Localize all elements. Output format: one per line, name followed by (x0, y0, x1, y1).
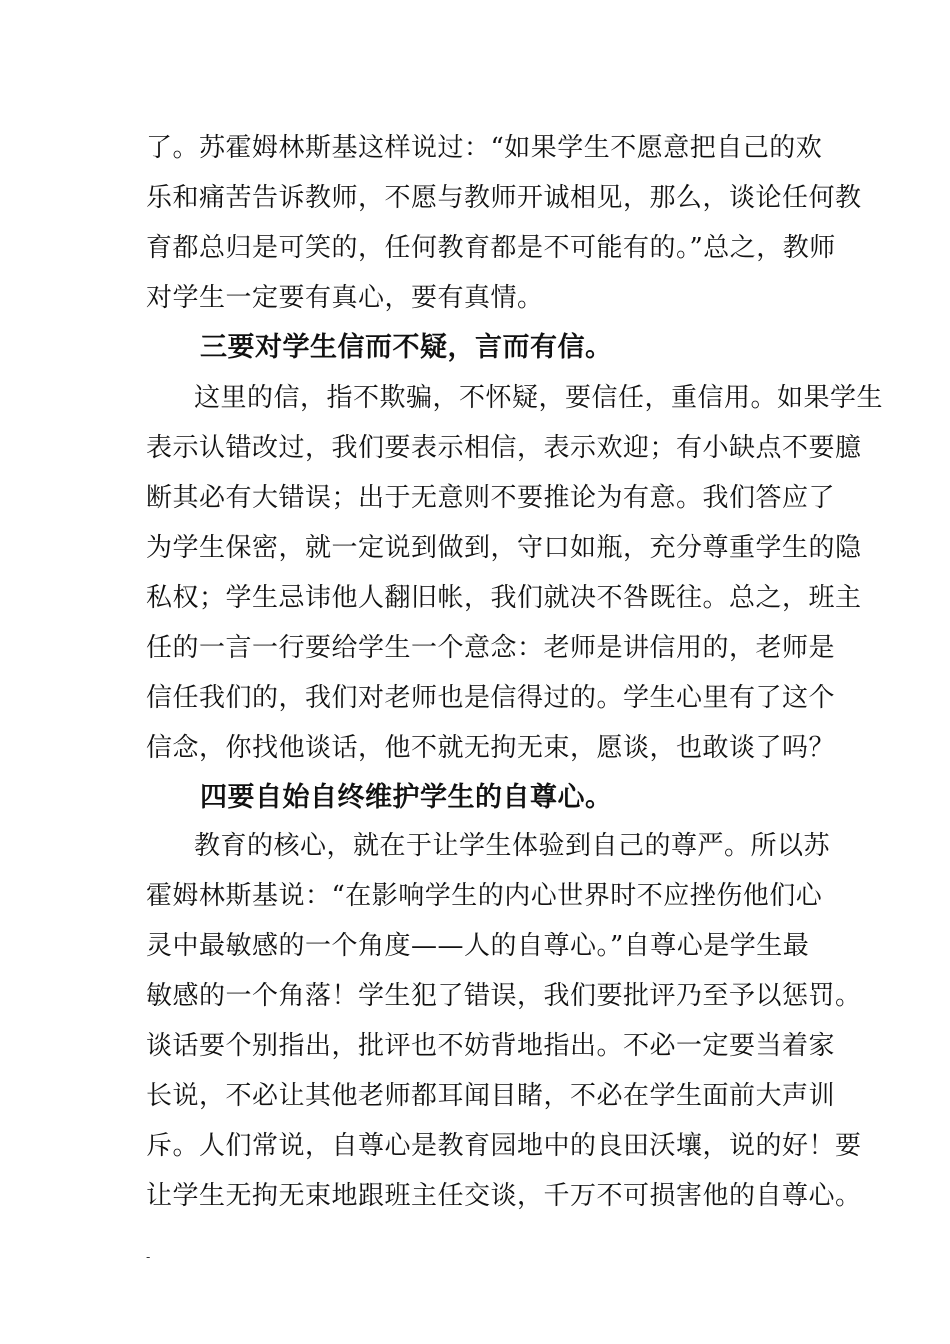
paragraph-line: 灵中最敏感的一个角度——人的自尊心。”自尊心是学生最 (146, 931, 810, 961)
paragraph-line: 断其必有大错误；出于无意则不要推论为有意。我们答应了 (146, 483, 836, 513)
paragraph-line: 任的一言一行要给学生一个意念：老师是讲信用的，老师是 (146, 633, 836, 663)
paragraph-line: 教育的核心，就在于让学生体验到自己的尊严。所以苏 (194, 831, 831, 861)
paragraph-line: 乐和痛苦告诉教师，不愿与教师开诚相见，那么，谈论任何教 (146, 183, 862, 213)
section-heading-3: 三要对学生信而不疑，言而有信。 (200, 332, 613, 363)
paragraph-line: 信念，你找他谈话，他不就无拘无束，愿谈，也敢谈了吗？ (146, 733, 836, 763)
footer-mark: - (146, 1250, 151, 1264)
paragraph-line: 敏感的一个角落！学生犯了错误，我们要批评乃至予以惩罚。 (146, 981, 862, 1011)
paragraph-line: 谈话要个别指出，批评也不妨背地指出。不必一定要当着家 (146, 1031, 836, 1061)
paragraph-line: 育都总归是可笑的，任何教育都是不可能有的。”总之，教师 (146, 233, 836, 263)
paragraph-line: 斥。人们常说，自尊心是教育园地中的良田沃壤，说的好！要 (146, 1131, 862, 1161)
section-heading-4: 四要自始自终维护学生的自尊心。 (200, 782, 613, 813)
paragraph-line: 为学生保密，就一定说到做到，守口如瓶，充分尊重学生的隐 (146, 533, 862, 563)
paragraph-line: 霍姆林斯基说：“在影响学生的内心世界时不应挫伤他们心 (146, 881, 823, 911)
paragraph-line: 了。苏霍姆林斯基这样说过：“如果学生不愿意把自己的欢 (146, 133, 823, 163)
paragraph-line: 让学生无拘无束地跟班主任交谈，千万不可损害他的自尊心。 (146, 1181, 862, 1211)
paragraph-line: 私权；学生忌讳他人翻旧帐，我们就决不咎既往。总之，班主 (146, 583, 862, 613)
paragraph-line: 这里的信，指不欺骗，不怀疑，要信任，重信用。如果学生 (194, 383, 884, 413)
paragraph-line: 表示认错改过，我们要表示相信，表示欢迎；有小缺点不要臆 (146, 433, 862, 463)
paragraph-line: 信任我们的，我们对老师也是信得过的。学生心里有了这个 (146, 683, 836, 713)
paragraph-line: 对学生一定要有真心，要有真情。 (146, 283, 544, 313)
paragraph-line: 长说，不必让其他老师都耳闻目睹，不必在学生面前大声训 (146, 1081, 836, 1111)
